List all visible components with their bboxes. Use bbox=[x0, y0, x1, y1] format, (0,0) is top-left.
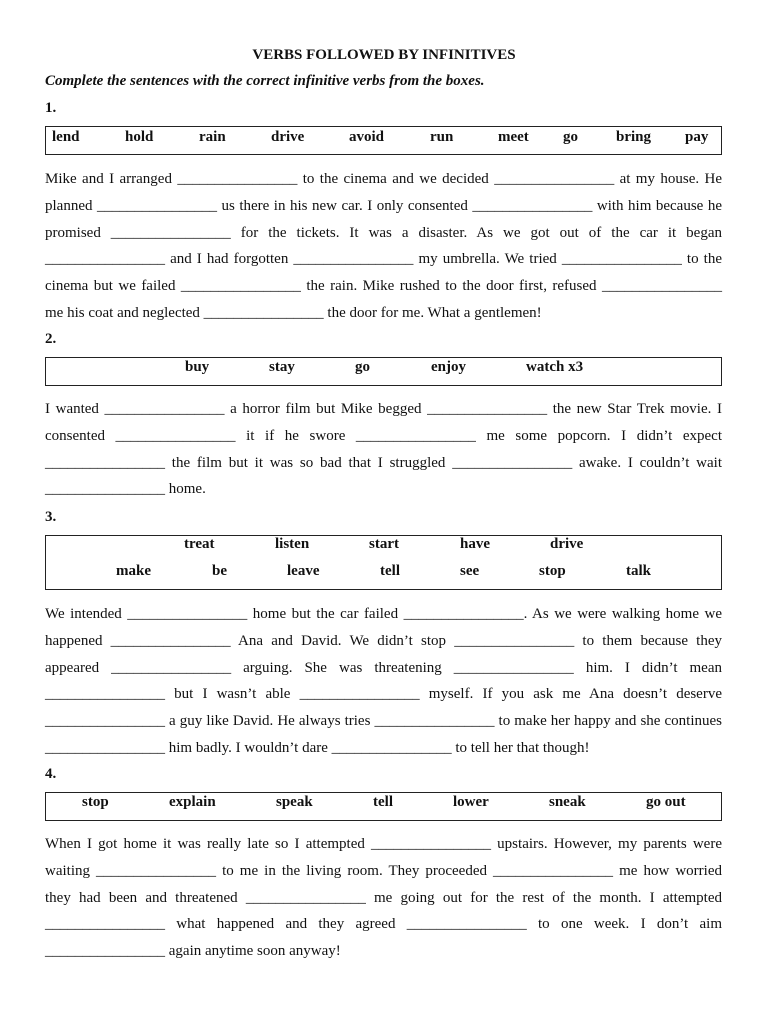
instructions: Complete the sentences with the correct infinitive verbs from the boxes. bbox=[45, 73, 485, 89]
section-1-number: 1. bbox=[45, 100, 57, 116]
section-2-paragraph bbox=[45, 396, 722, 503]
word-box-item: treat bbox=[184, 536, 215, 552]
section-1-paragraph bbox=[45, 166, 722, 327]
word-box-item: stay bbox=[269, 359, 295, 375]
section-4-word-box bbox=[45, 792, 722, 821]
word-box-item: have bbox=[460, 536, 490, 552]
paragraph-line: We intended ________________ home but the car failed ________________. As we were walking home we bbox=[45, 606, 722, 622]
section-4-number: 4. bbox=[45, 766, 57, 782]
word-box-item: stop bbox=[82, 794, 109, 810]
word-box-item: go bbox=[355, 359, 370, 375]
paragraph-line: planned ________________ us there in his new car. I only consented ________________ with him because he bbox=[45, 197, 722, 214]
section-3-number: 3. bbox=[45, 509, 57, 525]
word-box-item: rain bbox=[199, 129, 226, 145]
paragraph-line: cinema but we failed ________________ the rain. Mike rushed to the door first, refused ________________ bbox=[45, 278, 722, 295]
paragraph-line: ________________ him badly. I wouldn’t dare ________________ to tell her that though! bbox=[45, 739, 590, 756]
word-box-item: lower bbox=[453, 794, 489, 810]
paragraph-line: ________________ again anytime soon anyway! bbox=[45, 943, 341, 960]
word-box-item: lend bbox=[52, 129, 80, 145]
paragraph-line: consented ________________ it if he swore ________________ me some popcorn. I didn’t expect bbox=[45, 427, 722, 444]
word-box-item: sneak bbox=[549, 794, 586, 810]
paragraph-line: me his coat and neglected ________________ the door for me. What a gentlemen! bbox=[45, 304, 542, 321]
word-box-item: drive bbox=[550, 536, 584, 552]
paragraph-line: waiting ________________ to me in the living room. They proceeded ________________ me how worried bbox=[45, 862, 722, 879]
word-box-item: leave bbox=[287, 563, 320, 579]
paragraph-line: promised ________________ for the tickets. It was a disaster. As we got out of the car it began bbox=[45, 224, 722, 241]
section-2-word-box bbox=[45, 357, 722, 386]
word-box-item: meet bbox=[498, 129, 529, 145]
word-box-item: buy bbox=[185, 359, 210, 375]
page-title: VERBS FOLLOWED BY INFINITIVES bbox=[252, 47, 516, 63]
word-box-item: go out bbox=[646, 794, 686, 810]
word-box-item: watch x3 bbox=[526, 359, 584, 375]
word-box-item: see bbox=[460, 563, 480, 579]
word-box-item: start bbox=[369, 536, 399, 552]
word-box-item: go bbox=[563, 129, 578, 145]
paragraph-line: ________________ what happened and they agreed ________________ to one week. I don’t aim bbox=[45, 916, 722, 933]
paragraph-line: ________________ but I wasn’t able ________________ myself. If you ask me Ana doesn’t deserve bbox=[45, 686, 722, 703]
word-box-item: drive bbox=[271, 129, 305, 145]
word-box-item: speak bbox=[276, 794, 313, 810]
section-4-paragraph bbox=[45, 831, 722, 965]
word-box-item: tell bbox=[380, 563, 400, 579]
word-box-item: bring bbox=[616, 129, 652, 145]
paragraph-line: ________________ a guy like David. He always tries ________________ to make her happy and she continues bbox=[45, 713, 722, 730]
word-box-item: enjoy bbox=[431, 359, 466, 375]
paragraph-line: ________________ home. bbox=[45, 481, 206, 498]
word-box-item: stop bbox=[539, 563, 566, 579]
paragraph-line: appeared ________________ arguing. She was threatening ________________ him. I didn’t mean bbox=[45, 659, 722, 676]
word-box-item: explain bbox=[169, 794, 216, 810]
word-box-item: hold bbox=[125, 129, 154, 145]
paragraph-line: they had been and threatened ________________ me going out for the rest of the month. I attempted bbox=[45, 889, 722, 906]
paragraph-line: happened ________________ Ana and David. We didn’t stop ________________ to them because they bbox=[45, 632, 722, 649]
word-box-item: run bbox=[430, 129, 454, 145]
word-box-item: talk bbox=[626, 563, 652, 579]
paragraph-line: When I got home it was really late so I attempted ________________ upstairs. However, my parents were bbox=[45, 836, 722, 852]
section-2-number: 2. bbox=[45, 331, 57, 347]
paragraph-line: ________________ the film but it was so bad that I struggled ________________ awake. I couldn’t wait bbox=[45, 454, 722, 471]
section-1-word-box bbox=[45, 126, 722, 155]
word-box-item: be bbox=[212, 563, 227, 579]
paragraph-line: I wanted ________________ a horror film but Mike begged ________________ the new Star Trek movie. I bbox=[45, 401, 722, 417]
word-box-item: tell bbox=[373, 794, 393, 810]
word-box-item: pay bbox=[685, 129, 709, 145]
section-3-paragraph bbox=[45, 601, 722, 762]
word-box-item: avoid bbox=[349, 129, 385, 145]
paragraph-line: ________________ and I had forgotten ________________ my umbrella. We tried ________________ to the bbox=[45, 251, 722, 268]
section-3-word-box bbox=[45, 535, 722, 590]
word-box-item: make bbox=[116, 563, 151, 579]
word-box-item: listen bbox=[275, 536, 310, 552]
paragraph-line: Mike and I arranged ________________ to the cinema and we decided ________________ at my house. He bbox=[45, 171, 722, 187]
